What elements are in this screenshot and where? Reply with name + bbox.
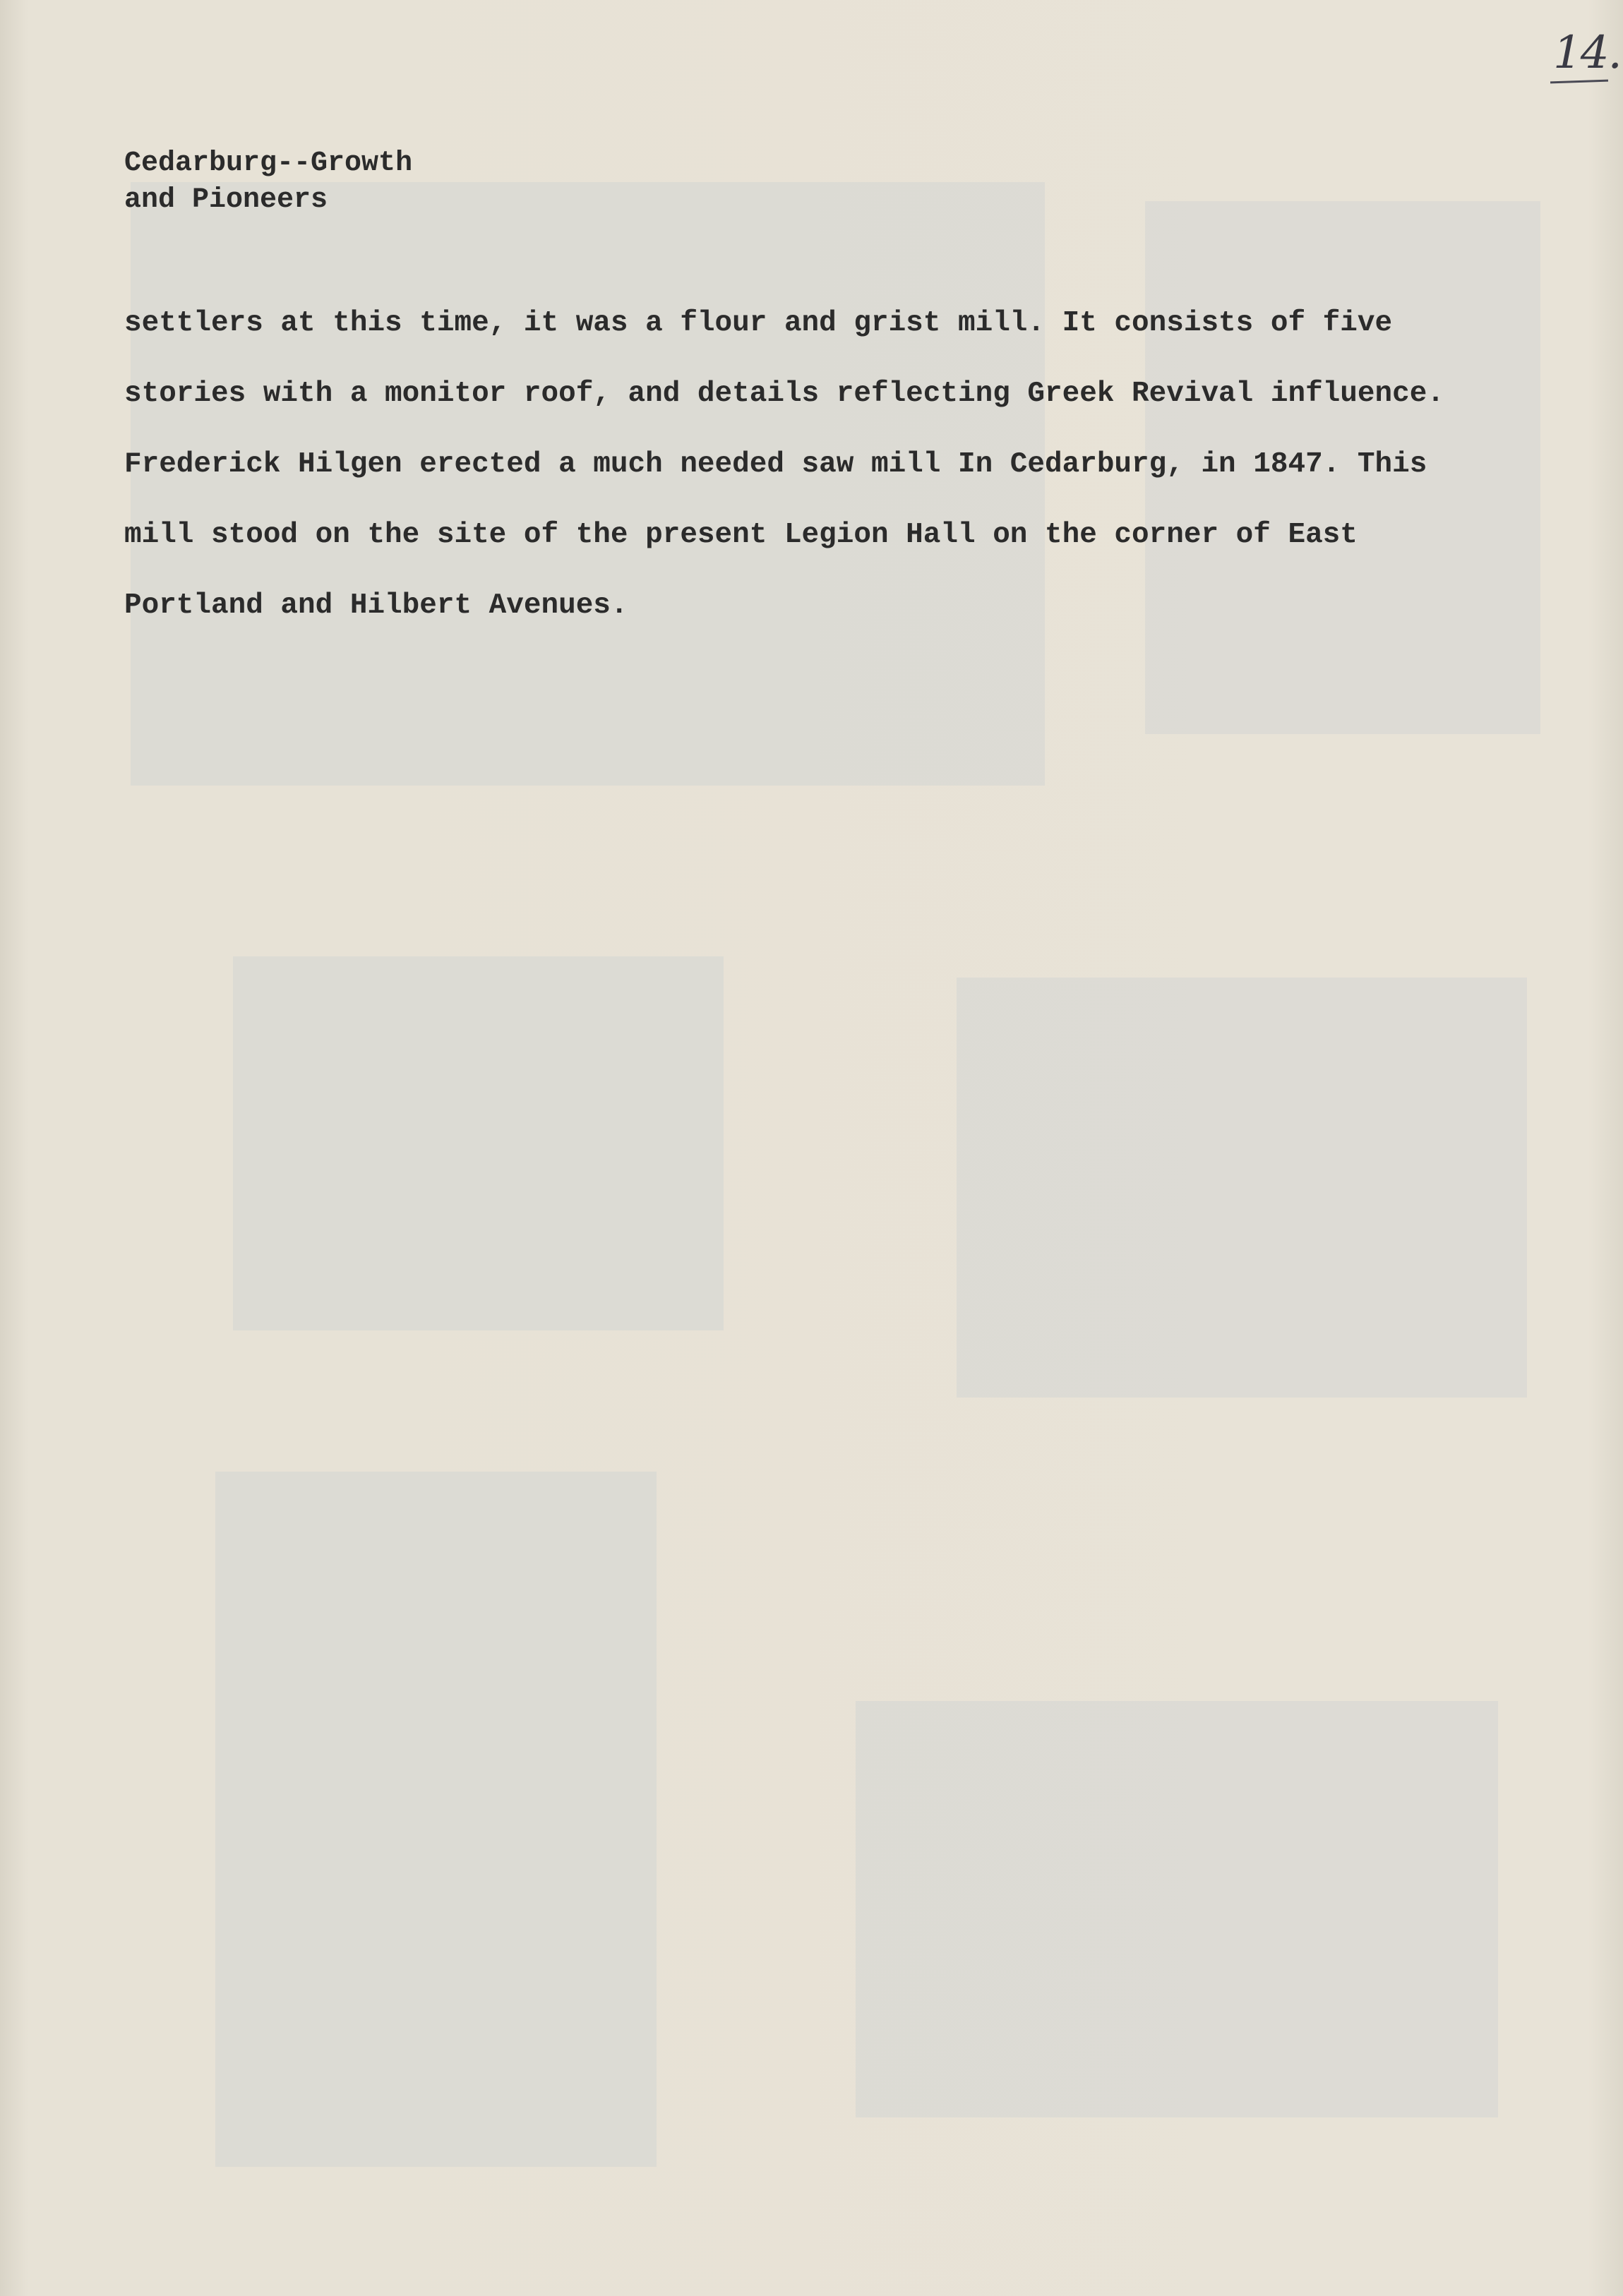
running-header [124,145,412,219]
body-line: Portland and Hilbert Avenues. [124,589,628,622]
header-line-2: and Pioneers [124,184,328,216]
bleed-through-photo [215,1472,657,2167]
page-number-underline [1550,80,1608,84]
body-line: Frederick Hilgen erected a much needed saw mill In Cedarburg, in 1847. This [124,448,1427,481]
header-line-1: Cedarburg--Growth [124,148,413,179]
body-line: mill stood on the site of the present Legion Hall on the corner of East [124,519,1358,551]
body-paragraph [124,288,1536,641]
bleed-through-photo [856,1701,1498,2117]
bleed-through-photo [233,956,724,1330]
body-line: settlers at this time, it was a flour and grist mill. It consists of five [124,307,1393,339]
body-line: stories with a monitor roof, and details reflecting Greek Revival influence. [124,378,1444,410]
bleed-through-photo [957,978,1527,1398]
page-number: 14. [1553,27,1621,79]
